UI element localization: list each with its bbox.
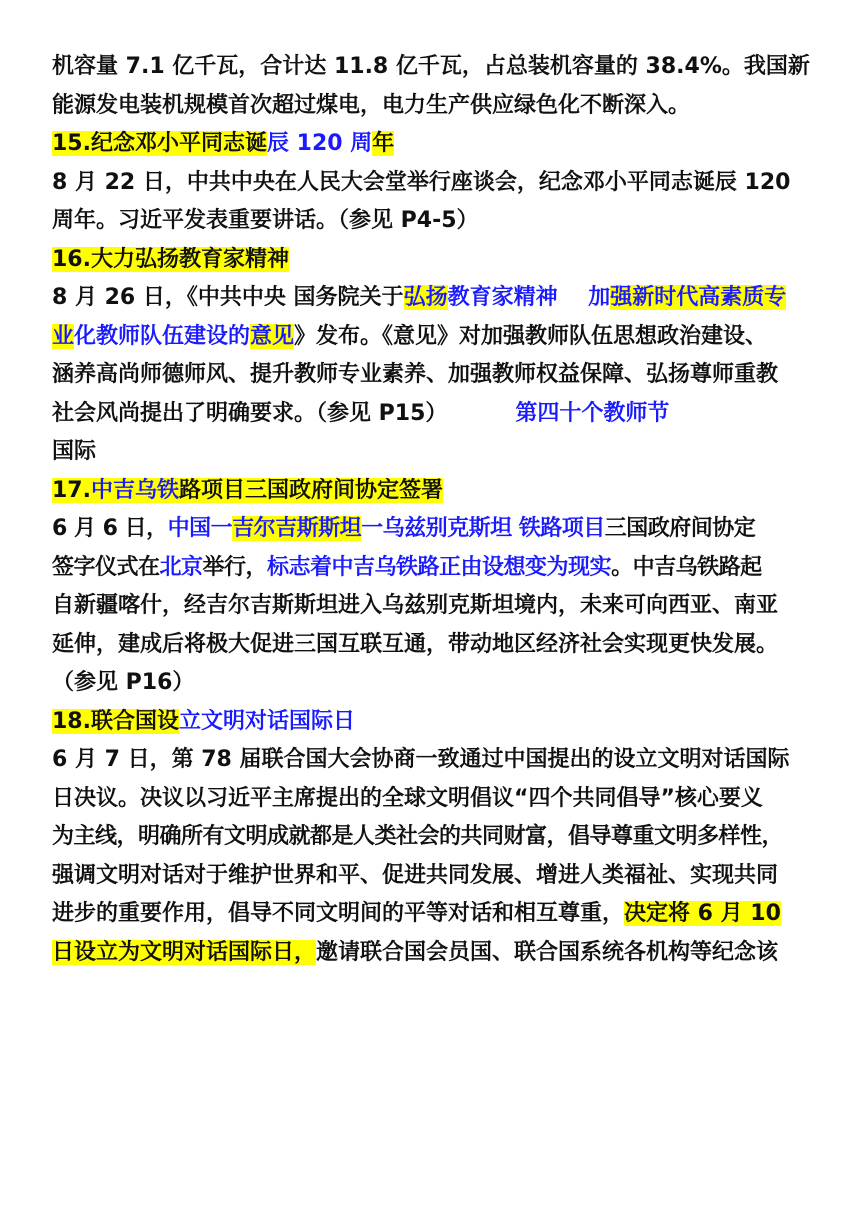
body-text: 自新疆喀什，经吉尔吉斯斯坦进入乌兹别克斯坦境内，未来可向西亚、南亚: [52, 593, 779, 618]
paragraph-line: [52, 395, 822, 434]
body-text: 8 月 26 日，《中共中央 国务院关于: [52, 285, 404, 310]
blue-text: 中国一: [167, 516, 233, 541]
paragraph-line: [52, 549, 822, 588]
paragraph-line: [52, 741, 822, 780]
body-text: 6 月 7 日，第 78 届联合国大会协商一致通过中国提出的设立文明对话国际: [52, 747, 790, 772]
highlight-text: 业: [52, 323, 75, 349]
paragraph-line: [52, 202, 822, 241]
highlight-text: 日设立为文明对话国际日，: [52, 939, 317, 965]
heading-text-blue: 辰 120 周: [266, 131, 373, 156]
section-16-heading: [52, 241, 822, 280]
paragraph-line: [52, 780, 822, 819]
body-text: 进步的重要作用，倡导不同文明间的平等对话和相互尊重，: [52, 901, 625, 926]
section-17-heading: [52, 472, 822, 511]
category-heading: [52, 433, 822, 472]
section-18-heading: [52, 703, 822, 742]
heading-text: 16.大力弘扬教育家精神: [52, 246, 289, 272]
paragraph-line: [52, 664, 822, 703]
paragraph-line: [52, 818, 822, 857]
highlight-text: 弘扬: [403, 285, 448, 310]
paragraph-line: [52, 318, 822, 357]
highlight-text: 吉尔吉斯斯坦: [232, 516, 362, 541]
paragraph-line: [52, 895, 822, 934]
section-15-heading: [52, 125, 822, 164]
body-text: 周年。习近平发表重要讲话。（参见 P4-5）: [52, 208, 479, 233]
teachers-day-label: 第四十个教师节: [515, 400, 670, 426]
body-text: 机容量 7.1 亿千瓦，合计达 11.8 亿千瓦，占总装机容量的 38.4%。我国新: [52, 54, 810, 79]
highlight-text: 强新时代高素质专: [610, 285, 787, 310]
paragraph-line: [52, 356, 822, 395]
body-text: 举行，: [202, 554, 268, 580]
body-text: 能源发电装机规模首次超过煤电，电力生产供应绿色化不断深入。: [52, 92, 691, 118]
heading-text: 路项目三国政府间协定签署: [179, 477, 444, 503]
blue-text: 化教师队伍建设的: [74, 323, 251, 349]
body-text: 》发布。《意见》对加强教师队伍思想政治建设、: [294, 323, 768, 349]
heading-text-blue: 立文明对话国际日: [178, 708, 355, 734]
blue-text: 一乌兹别克斯坦 铁路项目: [361, 516, 605, 541]
category-text: 国际: [52, 439, 97, 464]
heading-text-blue: 中吉乌铁: [90, 477, 179, 503]
body-text: 8 月 22 日，中共中央在人民大会堂举行座谈会，纪念邓小平同志诞辰 120: [52, 169, 791, 195]
highlight-text: 意见: [250, 323, 295, 349]
paragraph-line: [52, 48, 822, 87]
blue-text: 加: [557, 285, 611, 310]
body-text: 延伸，建成后将极大促进三国互联互通，带动地区经济社会实现更快发展。: [52, 631, 779, 657]
paragraph-line: [52, 587, 822, 626]
paragraph-line: [52, 164, 822, 203]
paragraph-line: [52, 279, 822, 318]
heading-text: 18.联合国设: [52, 708, 179, 734]
body-text: 邀请联合国会员国、联合国系统各机构等纪念该: [316, 939, 779, 965]
body-text: 。中吉乌铁路起: [611, 554, 762, 580]
paragraph-line: [52, 87, 822, 126]
paragraph-line: [52, 857, 822, 896]
body-text: 日决议。决议以习近平主席提出的全球文明倡议“四个共同倡导”核心要义: [52, 785, 763, 811]
paragraph-line: [52, 510, 822, 549]
body-text: 社会风尚提出了明确要求。（参见 P15）: [52, 400, 448, 426]
heading-text: 17.: [52, 477, 91, 503]
body-text: （参见 P16）: [52, 670, 195, 695]
heading-text: 15.纪念邓小平同志诞: [52, 131, 267, 156]
body-text: 6 月 6 日，: [52, 516, 168, 541]
document-page: [52, 48, 822, 972]
blue-text: 教育家精神: [447, 285, 558, 310]
body-text: 强调文明对话对于维护世界和平、促进共同发展、增进人类福祉、实现共同: [52, 862, 779, 888]
paragraph-line: [52, 934, 822, 973]
body-text: 三国政府间协定: [604, 516, 756, 541]
highlight-text: 决定将 6 月 10: [624, 901, 781, 926]
blue-text: 北京: [159, 554, 203, 580]
body-text: 涵养高尚师德师风、提升教师专业素养、加强教师权益保障、弘扬尊师重教: [52, 362, 779, 387]
body-text: 为主线，明确所有文明成就都是人类社会的共同财富，倡导尊重文明多样性，: [52, 824, 784, 849]
blue-text: 标志着中吉乌铁路正由设想变为现实: [267, 554, 612, 580]
heading-text: 年: [372, 131, 395, 156]
body-text: 签字仪式在: [52, 554, 160, 580]
paragraph-line: [52, 626, 822, 665]
